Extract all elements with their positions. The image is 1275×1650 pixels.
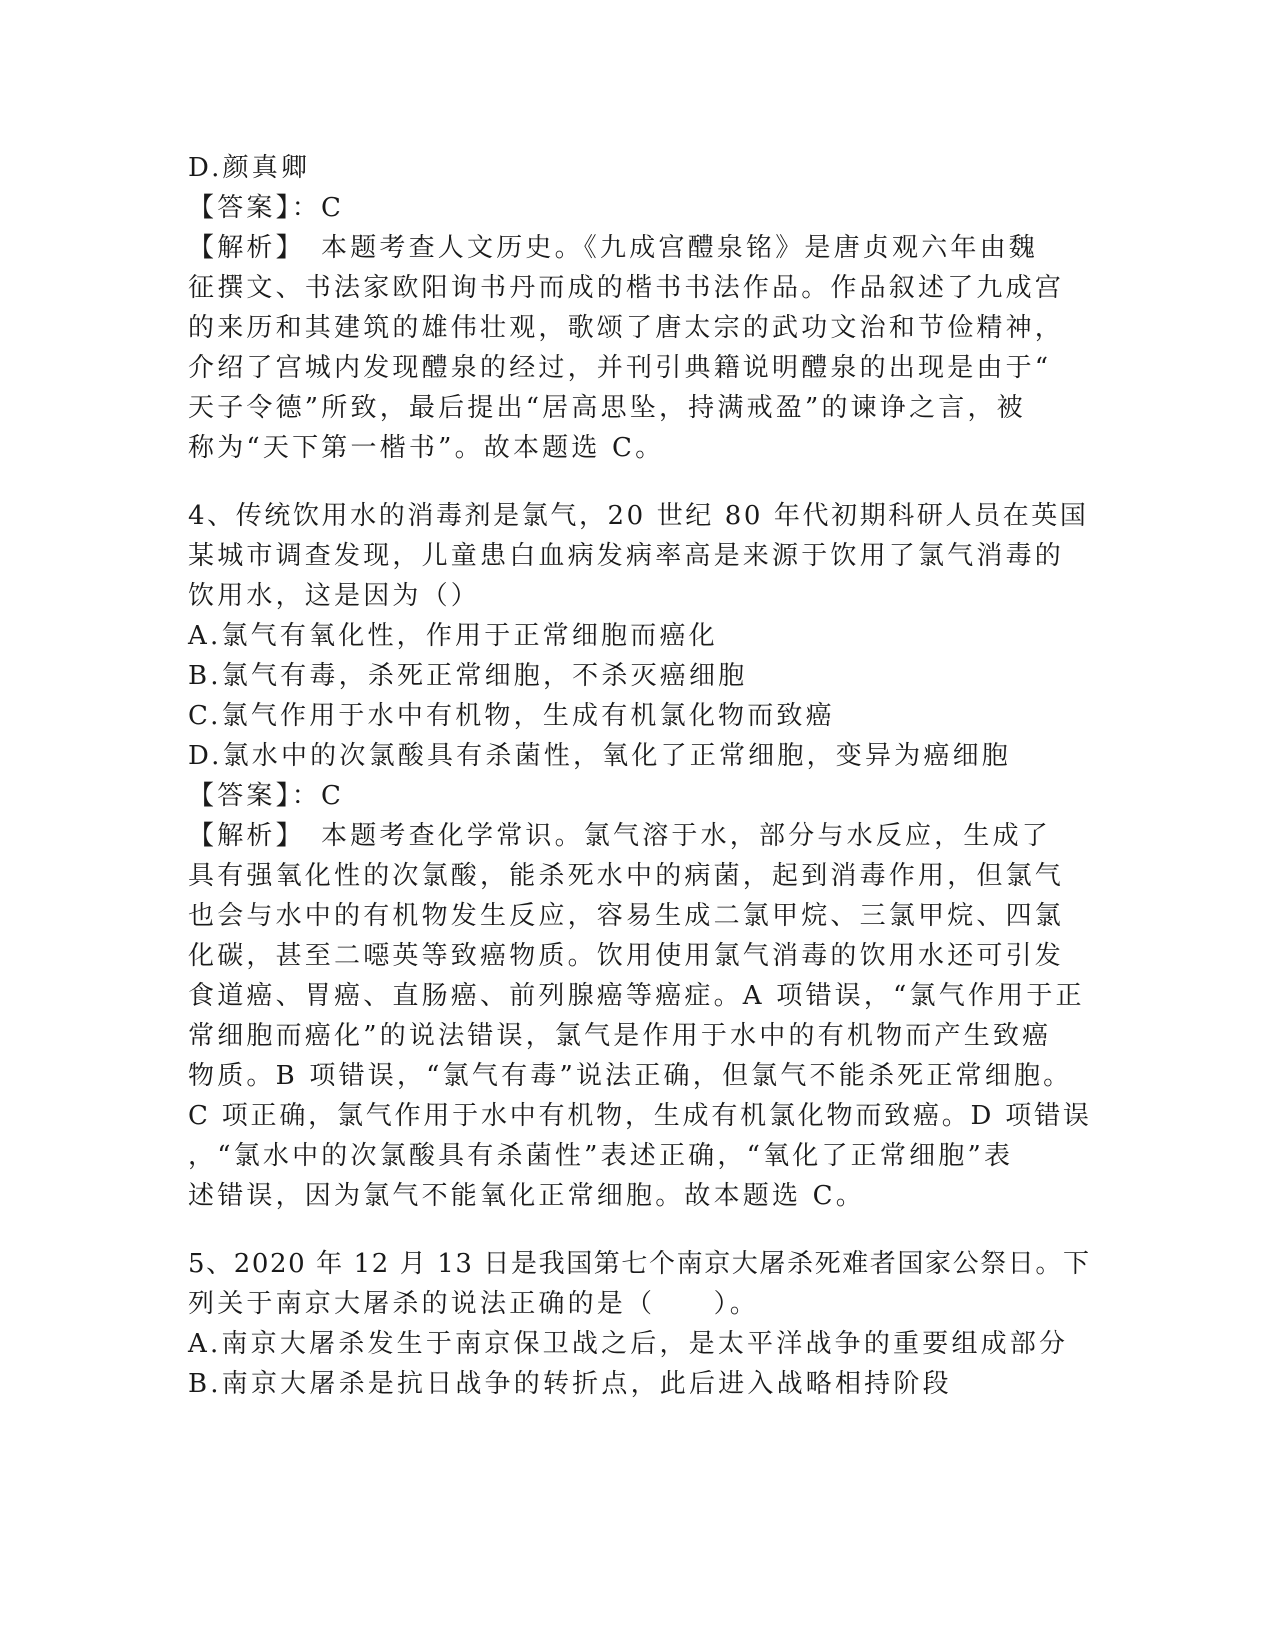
q5-question-line: 5、2020 年 12 月 13 日是我国第七个南京大屠杀死难者国家公祭日。下: [188, 1249, 1091, 1279]
q4-question-line: 4、传统饮用水的消毒剂是氯气，20 世纪 80 年代初期科研人员在英国: [188, 501, 1089, 531]
q4-analysis-line: 【解析】 本题考查化学常识。氯气溶于水，部分与水反应，生成了: [188, 821, 1052, 851]
q3-analysis-line: 天子令德”所致，最后提出“居高思坠，持满戒盈”的谏诤之言，被: [188, 393, 1026, 423]
paragraph-gap: [188, 1216, 1093, 1244]
q5-question-line: 列关于南京大屠杀的说法正确的是（ ）。: [188, 1289, 760, 1319]
q4-analysis-line: ，“氯水中的次氯酸具有杀菌性”表述正确，“氧化了正常细胞”表: [188, 1141, 1014, 1171]
q4-option-a: A.氯气有氧化性，作用于正常细胞而癌化: [188, 621, 718, 651]
q3-answer: 【答案】：C: [188, 193, 345, 223]
q4-analysis-line: C 项正确，氯气作用于水中有机物，生成有机氯化物而致癌。D 项错误: [188, 1101, 1092, 1131]
q4-analysis-line: 物质。B 项错误，“氯气有毒”说法正确，但氯气不能杀死正常细胞。: [188, 1061, 1073, 1091]
paragraph-gap: [188, 468, 1093, 496]
q3-analysis-line: 的来历和其建筑的雄伟壮观，歌颂了唐太宗的武功文治和节俭精神，: [188, 313, 1065, 343]
q3-analysis-line: 征撰文、书法家欧阳询书丹而成的楷书书法作品。作品叙述了九成宫: [188, 273, 1065, 303]
q3-analysis-line: 【解析】 本题考查人文历史。《九成宫醴泉铭》是唐贞观六年由魏: [188, 233, 1039, 263]
q5-option-b: B.南京大屠杀是抗日战争的转折点，此后进入战略相持阶段: [188, 1369, 952, 1399]
q4-option-c: C.氯气作用于水中有机物，生成有机氯化物而致癌: [188, 701, 835, 731]
q3-analysis-line: 介绍了宫城内发现醴泉的经过，并刊引典籍说明醴泉的出现是由于“: [188, 353, 1052, 383]
q3-analysis-line: 称为“天下第一楷书”。故本题选 C。: [188, 433, 665, 463]
q4-analysis-line: 化碳，甚至二噁英等致癌物质。饮用使用氯气消毒的饮用水还可引发: [188, 941, 1065, 971]
q4-analysis-line: 具有强氧化性的次氯酸，能杀死水中的病菌，起到消毒作用，但氯气: [188, 861, 1065, 891]
q4-answer: 【答案】：C: [188, 781, 345, 811]
q4-analysis-line: 常细胞而癌化”的说法错误，氯气是作用于水中的有机物而产生致癌: [188, 1021, 1052, 1051]
q4-option-d: D.氯水中的次氯酸具有杀菌性，氧化了正常细胞，变异为癌细胞: [188, 741, 1011, 771]
q5-option-a: A.南京大屠杀发生于南京保卫战之后，是太平洋战争的重要组成部分: [188, 1329, 1069, 1359]
q4-analysis-line: 述错误，因为氯气不能氧化正常细胞。故本题选 C。: [188, 1181, 865, 1211]
q3-option-d: D.颜真卿: [188, 153, 311, 183]
q4-question-line: 饮用水，这是因为（）: [188, 581, 481, 611]
page-content: [188, 148, 1093, 1404]
q4-question-line: 某城市调查发现，儿童患白血病发病率高是来源于饮用了氯气消毒的: [188, 541, 1065, 571]
q4-analysis-line: 食道癌、胃癌、直肠癌、前列腺癌等癌症。A 项错误，“氯气作用于正: [188, 981, 1085, 1011]
q4-option-b: B.氯气有毒，杀死正常细胞，不杀灭癌细胞: [188, 661, 748, 691]
q4-analysis-line: 也会与水中的有机物发生反应，容易生成二氯甲烷、三氯甲烷、四氯: [188, 901, 1065, 931]
